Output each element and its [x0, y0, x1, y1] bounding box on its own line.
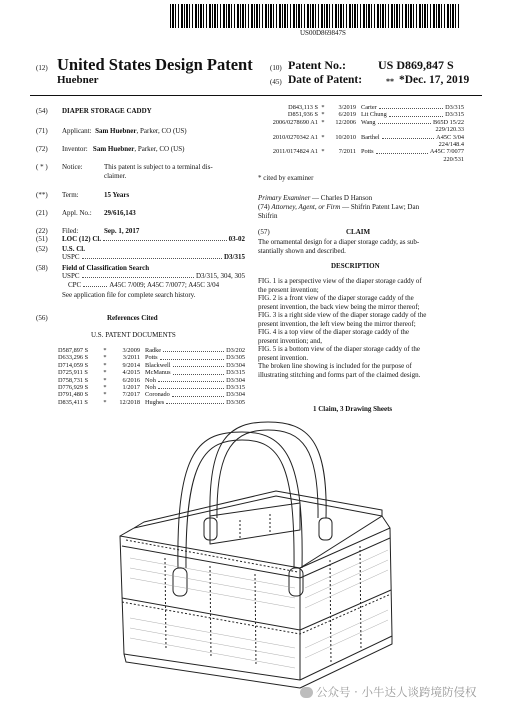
ref-name: Noh	[145, 376, 156, 384]
uspc-label: USPC	[62, 253, 80, 261]
ref-number: D835,411 S	[58, 398, 88, 406]
ref-date: 10/2010	[335, 133, 356, 141]
ref-star: *	[321, 111, 325, 119]
term-label: Term:	[62, 191, 79, 199]
ref-star: *	[103, 369, 107, 377]
appl-no-label: Appl. No.:	[62, 209, 92, 217]
desc-line: FIG. 1 is a perspective view of the diaper storage caddy of	[258, 277, 422, 285]
reference-row	[58, 369, 245, 376]
notice-line-1: This patent is subject to a terminal dis-	[104, 163, 213, 171]
left-references-list	[58, 347, 245, 406]
desc-line: present invention; and,	[258, 336, 322, 345]
code-54: (54)	[36, 107, 48, 115]
loc-line	[36, 236, 245, 243]
applicant-name: Sam Huebner	[95, 127, 137, 135]
code-notice: ( * )	[36, 163, 48, 171]
ref-date: 3/2011	[122, 354, 140, 362]
ref-class-secondary: 229/120.33	[435, 126, 464, 134]
ref-star: *	[321, 104, 325, 111]
field-search-cpc	[62, 282, 245, 289]
uspc-value: D3/315	[224, 253, 245, 261]
code-51: (51)	[36, 235, 48, 243]
ref-name: Potts	[361, 148, 374, 156]
ref-name: Barthel	[361, 133, 380, 141]
ref-date: 6/2019	[338, 111, 356, 119]
code-52: (52)	[36, 245, 48, 253]
diaper-caddy-figure	[90, 418, 420, 690]
applicant-label: Applicant:	[62, 127, 92, 135]
appl-no-value: 29/616,143	[104, 209, 136, 217]
notice-line-2: claimer.	[104, 172, 127, 180]
ref-date: 12/2006	[335, 118, 356, 126]
inventor-location: , Parker, CO (US)	[134, 145, 185, 153]
ref-number: D714,059 S	[58, 361, 89, 369]
us-cl-label: U.S. Cl.	[62, 245, 85, 253]
reference-row	[58, 399, 245, 406]
attorney-name-cont: Shifrin	[258, 212, 278, 220]
code-45: (45)	[270, 78, 282, 86]
ref-date: 3/2009	[122, 347, 140, 354]
search-cpc-value: A45C 7/009; A45C 7/0077; A45C 3/04	[109, 281, 220, 289]
attorney-name: — Shifrin Patent Law; Dan	[340, 203, 420, 211]
wechat-icon	[300, 687, 313, 698]
search-uspc-label: USPC	[62, 272, 80, 280]
ref-number: D725,911 S	[58, 369, 88, 377]
ref-class: D3/315	[226, 384, 245, 392]
ref-date: 7/2011	[338, 148, 356, 156]
handle-tab	[173, 568, 187, 596]
desc-line: FIG. 3 is a right side view of the diaper storage caddy of the	[258, 311, 427, 319]
ref-class-secondary: 220/531	[443, 155, 464, 163]
desc-line: present invention.	[258, 353, 309, 362]
filed-label: Filed:	[62, 227, 79, 235]
ref-number: D633,296 S	[58, 354, 89, 362]
ref-class: B65D 15/22	[433, 118, 464, 126]
ref-star: *	[321, 148, 325, 156]
desc-line: illustrating stitching and forms part of the claimed design.	[258, 370, 421, 379]
header-rule	[30, 95, 482, 96]
search-cpc-label: CPC	[68, 281, 82, 289]
desc-line: the present invention;	[258, 285, 319, 294]
examiner-name: — Charles D Hanson	[310, 194, 373, 202]
attorney-label: Attorney, Agent, or Firm	[271, 203, 341, 211]
ref-date: 7/2017	[122, 391, 140, 399]
ref-number: 2010/0270342 A1	[272, 133, 318, 141]
ref-date: 6/2016	[122, 376, 140, 384]
ref-name: Radke	[145, 347, 162, 354]
ref-number: D851,936 S	[287, 111, 318, 119]
handle-tab	[289, 568, 303, 596]
description-heading: DESCRIPTION	[331, 262, 380, 270]
ref-star: *	[103, 384, 107, 392]
us-patent-documents-heading: U.S. PATENT DOCUMENTS	[91, 331, 176, 339]
date-marker: **	[386, 77, 394, 86]
ref-class: D3/304	[226, 376, 245, 384]
claim-line-1: The ornamental design for a diaper storage caddy, as sub-	[258, 238, 420, 246]
front-handle	[178, 432, 302, 568]
patent-type-title: United States Design Patent	[57, 55, 253, 74]
ref-class: D3/304	[226, 391, 245, 399]
ref-star: *	[321, 133, 325, 141]
ref-class-secondary: 224/148.4	[438, 141, 464, 149]
reference-row	[262, 119, 464, 126]
cited-by-examiner: * cited by examiner	[258, 174, 314, 182]
reference-row	[58, 391, 245, 398]
attorney-line	[258, 203, 419, 211]
search-uspc-value: D3/315, 304, 305	[196, 272, 245, 280]
ref-name: Carter	[361, 104, 377, 111]
code-58: (58)	[36, 264, 48, 272]
reference-row	[58, 354, 245, 361]
ref-star: *	[103, 361, 107, 369]
code-21: (21)	[36, 209, 48, 217]
reference-row	[262, 148, 464, 155]
notice-label: Notice:	[62, 163, 83, 171]
ref-star: *	[321, 118, 325, 126]
ref-name: Wang	[361, 118, 376, 126]
reference-row	[262, 134, 464, 141]
code-term: (**)	[36, 191, 48, 199]
ref-class: D3/202	[226, 347, 245, 354]
ref-number: D791,480 S	[58, 391, 89, 399]
code-56: (56)	[36, 314, 48, 322]
applicant-location: , Parker, CO (US)	[136, 127, 187, 135]
watermark	[300, 684, 476, 700]
desc-line: FIG. 4 is a top view of the diaper storage caddy of the	[258, 328, 410, 336]
field-of-search-label: Field of Classification Search	[62, 264, 150, 272]
inventor-label: Inventor:	[62, 145, 88, 153]
watermark-text: 公众号 · 小牛达人谈跨境防侵权	[316, 685, 477, 699]
ref-star: *	[103, 391, 107, 399]
code-74: (74)	[258, 203, 270, 211]
ref-name: Noh	[145, 384, 156, 392]
ref-class: A45C 3/04	[436, 133, 464, 141]
ref-star: *	[103, 398, 107, 406]
inventor-name: Sam Huebner	[92, 145, 135, 153]
desc-line: present invention, the back view being the mirror thereof;	[258, 302, 420, 311]
ref-name: McManus	[145, 369, 171, 377]
ref-number: D758,731 S	[58, 376, 89, 384]
ref-number: D587,897 S	[58, 347, 89, 354]
code-22: (22)	[36, 227, 48, 235]
ref-class: A45C 7/0077	[429, 148, 464, 156]
examiner-label: Primary Examiner	[258, 194, 311, 202]
claim-line-2: stantially shown and described.	[258, 247, 346, 255]
code-12: (12)	[36, 64, 48, 72]
uspc-line	[62, 254, 245, 261]
ref-date: 1/2017	[122, 384, 140, 392]
reference-row	[262, 111, 464, 118]
term-value: 15 Years	[104, 191, 130, 199]
barcode	[170, 4, 460, 28]
desc-line: FIG. 5 is a bottom view of the diaper storage caddy of the	[258, 345, 420, 353]
reference-row	[58, 362, 245, 369]
patent-no-label: Patent No.:	[288, 58, 346, 72]
ref-class: D3/305	[226, 354, 245, 362]
inventor-line	[62, 145, 184, 153]
ref-date: 4/2015	[122, 369, 140, 377]
ref-class: D3/315	[226, 369, 245, 377]
code-71: (71)	[36, 127, 48, 135]
primary-examiner-line	[258, 194, 372, 202]
desc-line: The broken line showing is included for the purpose of	[258, 362, 412, 370]
code-72: (72)	[36, 145, 48, 153]
references-cited-label: References Cited	[107, 314, 158, 322]
ref-class: D3/315	[445, 104, 464, 111]
date-of-patent: *Dec. 17, 2019	[399, 74, 470, 86]
date-of-patent-label: Date of Patent:	[288, 74, 363, 86]
reference-row	[58, 384, 245, 391]
inventor-surname: Huebner	[57, 74, 99, 86]
ref-star: *	[103, 347, 107, 354]
ref-name: Lit Chung	[361, 111, 387, 119]
ref-star: *	[103, 376, 107, 384]
ref-name: Hughes	[145, 398, 165, 406]
loc-label: LOC (12) Cl.	[62, 235, 102, 243]
ref-name: Blackwell	[145, 361, 171, 369]
search-history-note: See application file for complete search history.	[62, 291, 196, 299]
ref-number: 2011/0174824 A1	[272, 148, 318, 156]
desc-line: FIG. 2 is a front view of the diaper storage caddy of the	[258, 294, 414, 302]
ref-class: D3/304	[226, 361, 245, 369]
claims-count: 1 Claim, 3 Drawing Sheets	[313, 405, 393, 413]
loc-value: 03-02	[228, 235, 245, 243]
code-10: (10)	[270, 64, 282, 72]
ref-number: D843,113 S	[288, 104, 318, 111]
code-57: (57)	[258, 228, 270, 236]
ref-name: Coronado	[145, 391, 170, 399]
patent-number: US D869,847 S	[378, 58, 454, 72]
reference-row	[58, 347, 245, 354]
applicant-line	[62, 127, 187, 135]
ref-class: D3/315	[445, 111, 464, 119]
reference-row	[262, 104, 464, 111]
right-references-list	[262, 104, 464, 163]
ref-number: D776,929 S	[58, 384, 89, 392]
ref-date: 12/2018	[119, 398, 140, 406]
ref-number: 2006/0278690 A1	[272, 118, 318, 126]
ref-star: *	[103, 354, 107, 362]
field-search-uspc	[62, 273, 245, 280]
filed-value: Sep. 1, 2017	[104, 227, 140, 235]
ref-class: D3/305	[226, 398, 245, 406]
barcode-number: US00D869847S	[300, 29, 346, 37]
ref-name: Potts	[145, 354, 158, 362]
ref-date: 9/2014	[122, 361, 140, 369]
design-title: DIAPER STORAGE CADDY	[62, 107, 152, 115]
ref-date: 3/2019	[338, 104, 356, 111]
claim-heading: CLAIM	[346, 228, 371, 236]
description-body	[258, 277, 426, 379]
reference-row	[58, 377, 245, 384]
desc-line: present invention, the left view being the mirror thereof;	[258, 319, 416, 328]
